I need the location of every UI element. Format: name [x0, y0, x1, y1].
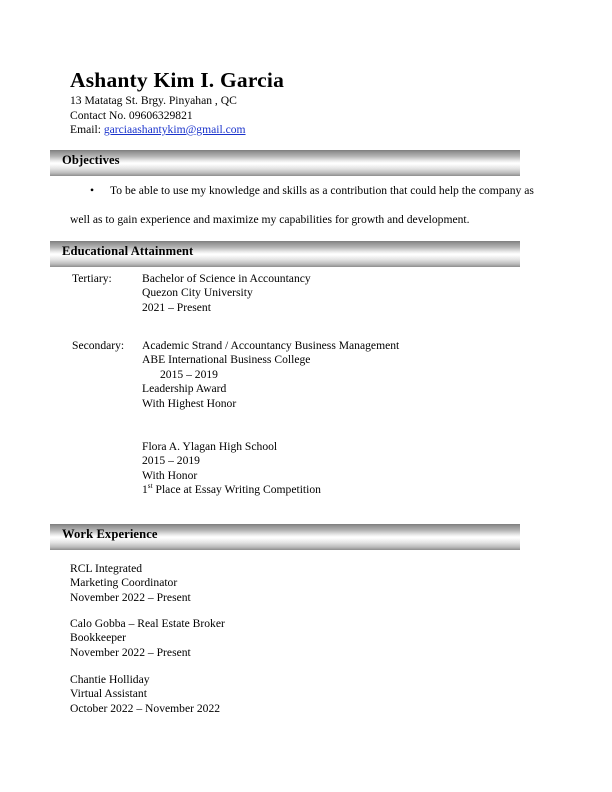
work-entry-1 [70, 562, 191, 605]
section-bar-work [50, 524, 520, 550]
section-bar-education [50, 241, 520, 267]
education-tertiary-line-3: 2021 – Present [142, 300, 211, 314]
candidate-name: Ashanty Kim I. Garcia [70, 68, 285, 92]
section-bar-objectives [50, 150, 520, 176]
education-secondary-extra [142, 440, 321, 498]
candidate-email-line [70, 123, 540, 137]
work-entry-2 [70, 617, 225, 660]
education-detail-tertiary [142, 272, 311, 315]
education-label-tertiary: Tertiary: [72, 272, 112, 285]
objectives-bullet-text: To be able to use my knowledge and skills as a contribution that could help the company as [110, 184, 534, 197]
email-link[interactable]: garciaashantykim@gmail.com [103, 122, 246, 136]
education-secondary-line-4: Leadership Award [142, 382, 227, 396]
work-company-1: RCL Integrated [70, 562, 143, 575]
education-detail-secondary [142, 339, 399, 411]
education-extra-award [142, 483, 321, 497]
resume-header [70, 68, 540, 137]
work-company-3: Chantie Holliday [70, 673, 150, 686]
work-dates-2: November 2022 – Present [70, 645, 191, 659]
work-dates-1: November 2022 – Present [70, 590, 191, 604]
objectives-bullet-row [90, 184, 540, 198]
candidate-phone: Contact No. 09606329821 [70, 108, 193, 122]
work-position-3: Virtual Assistant [70, 687, 147, 701]
education-tertiary-line-1: Bachelor of Science in Accountancy [142, 272, 311, 285]
objectives-continuation-text: well as to gain experience and maximize my capabilities for growth and development. [70, 213, 470, 226]
work-dates-3: October 2022 – November 2022 [70, 701, 221, 715]
education-tertiary-line-2: Quezon City University [142, 286, 253, 300]
education-secondary-line-2: ABE International Business College [142, 353, 311, 367]
section-title-objectives: Objectives [62, 153, 120, 167]
work-position-2: Bookkeeper [70, 631, 127, 645]
work-entry-3 [70, 673, 220, 716]
section-title-work: Work Experience [62, 527, 158, 541]
education-secondary-line-1: Academic Strand / Accountancy Business Management [142, 339, 400, 352]
education-secondary-line-5: With Highest Honor [142, 396, 237, 410]
email-label: Email: [70, 122, 101, 136]
work-position-1: Marketing Coordinator [70, 576, 178, 590]
bullet-icon: • [90, 184, 95, 197]
education-extra-school: Flora A. Ylagan High School [142, 440, 278, 453]
education-extra-honor: With Honor [142, 468, 198, 482]
education-secondary-line-3: 2015 – 2019 [160, 367, 218, 381]
candidate-address: 13 Matatag St. Brgy. Pinyahan , QC [70, 94, 237, 108]
award-text: Place at Essay Writing Competition [155, 483, 321, 497]
award-ordinal: 1 [142, 483, 148, 497]
education-label-secondary: Secondary: [72, 339, 125, 352]
work-company-2: Calo Gobba – Real Estate Broker [70, 617, 225, 630]
section-title-education: Educational Attainment [62, 244, 194, 258]
education-extra-years: 2015 – 2019 [142, 454, 200, 468]
award-ordinal-suffix: st [147, 482, 153, 491]
